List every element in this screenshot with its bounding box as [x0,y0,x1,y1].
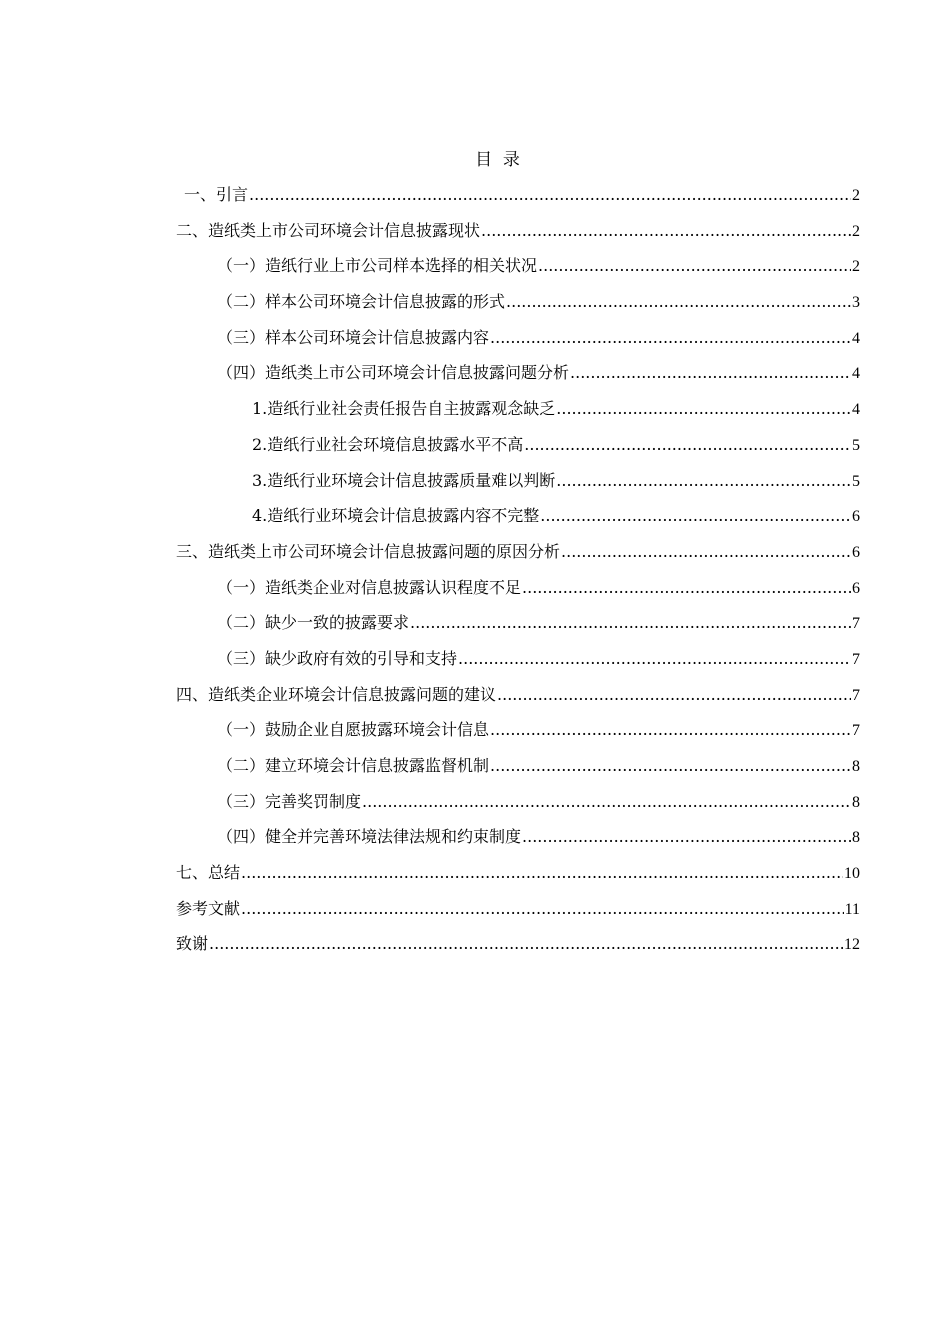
toc-dot-leader [249,183,851,207]
toc-page-number: 5 [852,436,860,454]
toc-entry-label: （三）完善奖罚制度 [217,791,362,811]
toc-entry[interactable] [176,754,860,790]
toc-entry-label: （一）造纸行业上市公司样本选择的相关状况 [217,256,538,276]
toc-entry-label: （二）建立环境会计信息披露监督机制 [217,756,490,775]
toc-entry-label: （一）鼓励企业自愿披露环境会计信息 [217,720,490,740]
toc-entry-label: （四）健全并完善环境法律法规和约束制度 [217,827,522,847]
toc-entry[interactable] [176,290,860,326]
toc-entry-label: 1.造纸行业社会责任报告自主披露观念缺乏 [252,399,556,419]
toc-page-number: 4 [852,329,860,347]
toc-page-number: 11 [844,900,860,918]
toc-dot-leader [490,754,851,778]
toc-entry[interactable] [176,219,860,255]
toc-entry-label: 七、总结 [176,863,241,883]
toc-page-number: 7 [852,722,860,740]
toc-dot-leader [506,290,851,314]
toc-entry-label: （四）造纸类上市公司环境会计信息披露问题分析 [217,363,570,383]
toc-dot-leader [522,825,851,849]
toc-entry[interactable] [176,647,860,683]
toc-dot-leader [522,576,851,600]
toc-dot-leader [241,861,843,885]
toc-dot-leader [561,540,851,564]
toc-entry-label: （一）造纸类企业对信息披露认识程度不足 [217,577,522,597]
toc-page-number: 7 [852,650,860,668]
toc-entry-label: 3.造纸行业环境会计信息披露质量难以判断 [252,470,556,490]
toc-entry[interactable] [176,718,860,754]
toc-title: 目 录 [475,150,520,170]
toc-dot-leader [241,897,844,921]
toc-entry[interactable] [176,254,860,290]
toc-entry-label: 一、引言 [184,185,249,204]
toc-dot-leader [362,790,851,814]
toc-dot-leader [524,433,851,457]
toc-entry[interactable] [176,861,860,897]
table-of-contents [176,183,860,968]
toc-dot-leader [490,718,851,742]
toc-dot-leader [209,932,843,956]
toc-dot-leader [410,611,851,635]
toc-entry[interactable] [176,611,860,647]
toc-entry-label: 四、造纸类企业环境会计信息披露问题的建议 [176,684,497,704]
toc-page-number: 12 [844,936,860,954]
toc-entry-label: 2.造纸行业社会环境信息披露水平不高 [252,434,524,454]
toc-page-number: 10 [844,865,860,883]
toc-entry-label: 参考文献 [176,898,241,918]
toc-entry-label: （三）样本公司环境会计信息披露内容 [217,327,490,347]
toc-dot-leader [458,647,851,671]
toc-page-number: 6 [852,579,860,597]
toc-dot-leader [497,683,851,707]
toc-entry[interactable] [176,683,860,719]
toc-entry-label: （三）缺少政府有效的引导和支持 [217,648,458,668]
toc-dot-leader [490,326,851,350]
toc-entry[interactable] [176,790,860,826]
toc-dot-leader [556,397,851,421]
toc-page-number: 4 [852,401,860,419]
toc-entry[interactable] [176,433,860,469]
toc-page-number: 4 [852,365,860,383]
toc-entry[interactable] [176,540,860,576]
toc-page-number: 5 [852,472,860,490]
toc-page-number: 7 [852,615,860,633]
toc-page-number: 2 [852,222,860,240]
toc-dot-leader [540,504,851,528]
toc-entry-label: 三、造纸类上市公司环境会计信息披露问题的原因分析 [176,541,561,561]
toc-entry-label: 二、造纸类上市公司环境会计信息披露现状 [176,220,481,240]
toc-dot-leader [556,469,851,493]
toc-dot-leader [538,254,851,278]
toc-entry[interactable] [176,469,860,505]
toc-page-number: 8 [852,829,860,847]
toc-entry-label: 4.造纸行业环境会计信息披露内容不完整 [252,506,540,526]
toc-page-number: 7 [852,686,860,704]
toc-page-number: 6 [852,543,860,561]
toc-entry[interactable] [176,576,860,612]
toc-entry[interactable] [176,825,860,861]
toc-entry[interactable] [176,397,860,433]
toc-page-number: 2 [852,258,860,276]
toc-entry-label: 致谢 [176,934,209,954]
toc-page-number: 8 [852,793,860,811]
toc-entry[interactable] [176,361,860,397]
toc-page-number: 2 [852,187,860,204]
toc-entry-label: （二）缺少一致的披露要求 [217,613,410,633]
toc-entry[interactable] [176,504,860,540]
toc-page-number: 3 [852,294,860,312]
toc-entry-label: （二）样本公司环境会计信息披露的形式 [217,292,506,312]
toc-dot-leader [481,219,851,243]
toc-entry[interactable] [176,932,860,968]
toc-entry[interactable] [176,326,860,362]
toc-dot-leader [570,361,851,385]
toc-page-number: 8 [852,758,860,775]
toc-entry[interactable] [176,897,860,933]
toc-page-number: 6 [852,508,860,526]
toc-entry[interactable] [176,183,860,219]
